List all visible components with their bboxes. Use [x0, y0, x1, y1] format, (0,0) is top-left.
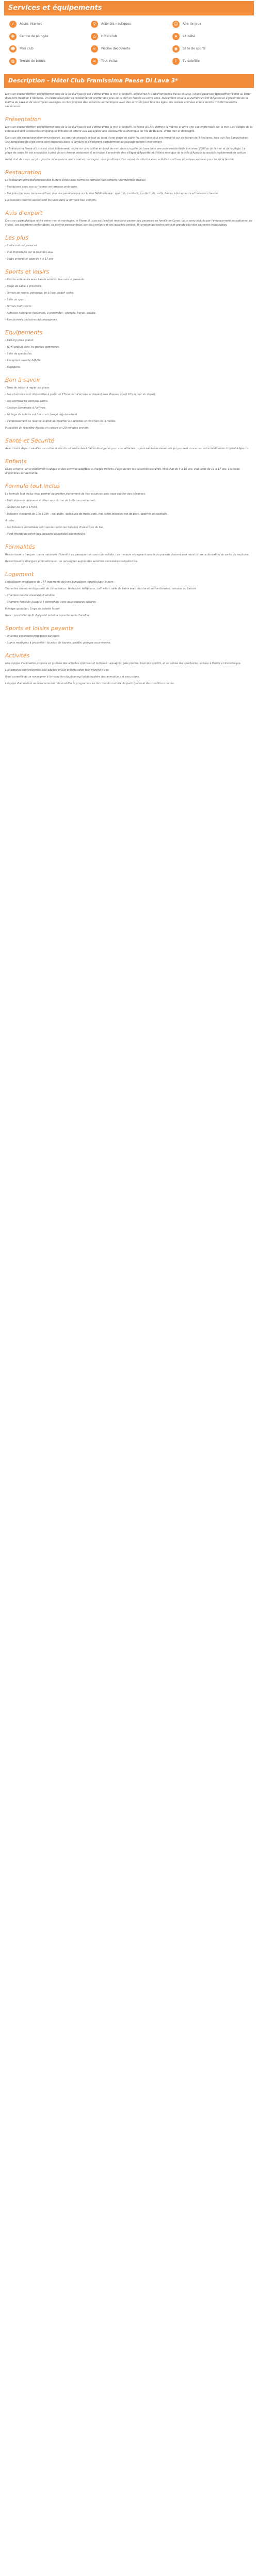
sport-icon: ◉ [172, 45, 180, 53]
service-label: Centre de plongée [20, 35, 49, 38]
section-paragraph: Le restaurant principal propose des buffets variés sous forme de formule tout compris (voir rubrique dédiée). [5, 179, 147, 182]
section-paragraph: - Clubs enfants et ados de 4 à 17 ans [5, 258, 54, 261]
section-title: Logement [5, 571, 34, 578]
service-item [91, 58, 167, 65]
section-paragraph: L'établissement dispose de 147 logements de type bungalows répartis dans le parc. [5, 581, 115, 584]
mini-club-icon: ☻ [9, 45, 17, 53]
section-paragraph: - Restaurant avec vue sur la mer en terrasse ombragée. [5, 185, 78, 189]
baby-icon: ☺ [172, 21, 180, 28]
hotel-icon: ⌂ [91, 33, 98, 40]
fitness-icon: ✚ [9, 33, 17, 40]
page [0, 0, 258, 686]
description-section [0, 92, 258, 109]
section-paragraph: - Bar principal avec terrasse offrant une vue panoramique sur la mer Méditerranée : apéritifs, cocktails, jus de fruits, softs, bières, vins au verre et boissons chaudes. [5, 192, 219, 195]
service-item [172, 58, 249, 65]
section-paragraph: Dans ce cadre idyllique niché entre mer et montagne, le Paese di Lava est l'endroit rêvé pour passer des vacances en famille en Corse. Vous serez séduits par l'emplacement exceptionnel de l'hôtel, ses chambres confortables, sa piscine panoramique, son club enfants et ses activités variées. Un endroit qui ravira petits et grands pour des souvenirs inoubliables. [5, 219, 252, 227]
section-paragraph: Les boissons servies au bar sont incluses dans la formule tout compris. [5, 199, 98, 202]
section-paragraph: Il est conseillé de se renseigner à la réception du planning hebdomadaire des animations et excursions. [5, 675, 140, 679]
section-paragraph: - Les animaux ne sont pas admis. [5, 400, 49, 403]
section-paragraph: - Petit déjeuner, déjeuner et dîner sous forme de buffet au restaurant. [5, 499, 96, 502]
content-sections [0, 116, 258, 686]
section-paragraph: Toutes les chambres disposent de climatisation, télévision, téléphone, coffre-fort, salle de bains avec douche et sèche-cheveux, terrasse ou balcon. [5, 587, 197, 590]
section-paragraph: - Terrain multisports. [5, 305, 33, 308]
section-paragraph: - Le linge de toilette est fourni et changé régulièrement. [5, 413, 78, 416]
section-paragraph: - Salle de spectacles. [5, 352, 33, 355]
section-title: Avis d'expert [5, 210, 43, 216]
section-paragraph: Clubs enfants : un encadrement ludique et des activités adaptées à chaque tranche d'âge durant les vacances scolaires. Mini club de 4 à 10 ans, club ados de 11 à 17 ans. Lits bébé disponibles sur demande. [5, 468, 240, 475]
section-title: Sports et loisirs [5, 268, 50, 275]
service-label: Terrain de tennis [20, 59, 46, 63]
service-label: Tout inclus [101, 59, 118, 63]
section-title: Santé et Sécurité [5, 437, 55, 444]
section-paragraph: - Sports nautiques à proximité : location de kayaks, paddle, plongée sous-marine. [5, 641, 111, 645]
all-inclusive-icon: ∞ [91, 58, 98, 65]
service-item [91, 45, 167, 53]
section-paragraph: A noter : [5, 519, 17, 522]
service-label: Piscine découverte [101, 47, 131, 50]
section-title: Les plus [5, 234, 28, 241]
section-paragraph: - Wi-Fi gratuit dans les parties communes. [5, 346, 60, 349]
services-heading: Services et équipements [4, 1, 254, 15]
section-title: Formalités [5, 544, 35, 550]
service-item [91, 33, 167, 40]
section-title: Activités [5, 652, 30, 659]
section-paragraph: - Plage de sable à proximité. [5, 285, 42, 288]
section-title: Enfants [5, 458, 27, 465]
section-title: Equipements [5, 329, 43, 336]
section-paragraph: - Piscine extérieure avec bassin enfants, transats et parasols. [5, 278, 85, 281]
services-grid [0, 15, 258, 70]
section-paragraph: - Vue imprenable sur la baie de Lava [5, 251, 53, 254]
service-label: Mini club [20, 47, 34, 50]
section-paragraph: Hotel club de cœur, au plus proche de la nature, entre mer et montagne, vous profiterez d'un séjour de détente avec activités sportives et soirées animées pour toute la famille. [5, 158, 235, 161]
section-paragraph: - Boissons à volonté de 10h à 23h : eau plate, sodas, jus de fruits, café, thé, bière pression, vin de pays, apéritifs et cocktails. [5, 513, 168, 516]
section-paragraph: - Diverses excursions proposées sur place. [5, 635, 60, 638]
section-paragraph: - Caution demandée à l'arrivée. [5, 406, 46, 410]
service-label: Hôtel club [101, 35, 117, 38]
section-paragraph: - Bagagerie. [5, 366, 21, 369]
service-item [9, 33, 86, 40]
section-paragraph: Dans un site exceptionnellement préservé, au cœur du maquis et tout au bord d'une plage de sable fin, cet hôtel club est implanté sur un terrain de 9 hectares, face aux îles Sanguinaires. Ses bungalows de style corse sont dispersés dans la verdure et s'intègrent parfaitement au paysage naturel environnant. [5, 137, 249, 144]
section-paragraph: - L'établissement se réserve le droit de modifier les activités en fonction de la météo. [5, 420, 116, 423]
service-item [91, 21, 167, 28]
wifi-icon: ⌇ [172, 58, 180, 65]
service-label: Salle de sports [183, 47, 206, 50]
bike-icon: ⚲ [91, 21, 98, 28]
section-paragraph: Possibilité de rejoindre Ajaccio en voiture en 20 minutes environ. [5, 427, 90, 430]
section-paragraph: La formule tout inclus vous permet de profiter pleinement de vos vacances sans vous soucier des dépenses. [5, 493, 146, 496]
section-title: Bon à savoir [5, 377, 41, 383]
section-paragraph: Avant votre départ, veuillez consulter le site du ministère des Affaires étrangères pour connaître les risques sanitaires éventuels qui peuvent concerner votre destination. Hôpital à Ajaccio. [5, 447, 249, 450]
service-label: Activités nautiques [101, 22, 131, 26]
section-paragraph: Le Framissima Paese di Lava est situé idéalement, niché sur une colline en bord de mer, dans un golfe de Lava dans une zone résidentielle à environ 2000 m de la mer et de la plage. La plage de sable fin est accessible à pied via un chemin piétonnier. Il se trouve à proximité des villages d'Appietto et d'Alata ainsi que de la ville d'Ajaccio accessible rapidement en voiture. [5, 147, 247, 155]
pool-icon: ≈ [91, 45, 98, 53]
section-paragraph: Ménage quotidien. Linge de toilette fourni. [5, 607, 60, 611]
section-paragraph: L'équipe d'animation se réserve le droit de modifier le programme en fonction du nombre de participants et des conditions météo. [5, 682, 175, 685]
section-paragraph: Les activités sont réservées aux adultes et aux enfants selon leur tranche d'âge. [5, 669, 110, 672]
service-item [172, 21, 249, 28]
section-paragraph: - Chambre familiale (jusqu'à 4 personnes) avec deux espaces séparés. [5, 601, 97, 604]
section-paragraph: Une équipe d'animation propose en journée des activités sportives et ludiques : aquagym, jeux piscine, tournois sportifs, et en soirée des spectacles, soirées à thème et discothèque. [5, 662, 241, 665]
section-paragraph: - Salle de sport. [5, 298, 26, 301]
section-paragraph: - Réception ouverte 24h/24. [5, 359, 42, 362]
section-paragraph: - Parking privé gratuit. [5, 339, 35, 342]
section-title: Présentation [5, 116, 41, 123]
service-item [9, 58, 86, 65]
section-paragraph: - Les boissons alcoolisées sont servies selon les horaires d'ouverture du bar. [5, 526, 104, 529]
section-paragraph: - Les chambres sont disponibles à partir de 17h le jour d'arrivée et doivent être libérées avant 10h le jour du départ. [5, 393, 156, 396]
tennis-icon: ◍ [9, 58, 17, 65]
section-title: Restauration [5, 169, 42, 176]
club-icon: ★ [172, 33, 180, 40]
section-paragraph: - Taxe de séjour à régler sur place. [5, 386, 50, 389]
section-title: Formule tout inclus [5, 483, 60, 489]
description-heading: Description - Hôtel Club Framissima Paese Di Lava 3* [4, 74, 254, 88]
service-label: Tv satellite [183, 59, 200, 63]
section-paragraph: - Il est interdit de servir des boissons alcoolisées aux mineurs. [5, 533, 86, 536]
service-label: Aire de jeux [183, 22, 201, 26]
service-item [9, 45, 86, 53]
section-paragraph: Ressortissants étrangers et binationaux : se renseigner auprès des autorités consulaires compétentes. [5, 560, 138, 563]
service-label: Lit bébé [183, 35, 196, 38]
check-icon: ✓ [9, 21, 17, 28]
section-paragraph: - Chambre double standard (2 adultes). [5, 594, 57, 597]
description-intro: Dans un environnement exceptionnel près de la baie d'Ajaccio qui s'étend entre la mer et le golfe, découvrez le Club Framissima Paese di Lava, village-vacances typiquement corse au cœur d'un parc fleuri de 9 hectares. Un cadre idéal pour se ressourcer et profiter des joies de la mer en famille ou entre amis. Idéalement situé à seulement 20 km d'Ajaccio et à proximité de la Marina de Lava et de ses criques sauvages, le club propose des vacances authentiques avec des activités pour tous les âges, des soirées animées et une cuisine méditerranéenne savoureuse. [5, 93, 251, 108]
section-title: Sports et loisirs payants [5, 625, 74, 632]
service-item [172, 33, 249, 40]
section-paragraph: Dans un environnement exceptionnel près de la baie d'Ajaccio qui s'étend entre la mer et le golfe, le Paese di Lava domine la marina et offre une vue imprenable sur la mer. Les villages de la côte ouest sont accessibles en quelques minutes et offrent aux voyageurs une découverte authentique de l'île de Beauté, entre mer et montagne. [5, 126, 253, 133]
section-paragraph: - Cadre naturel préservé [5, 244, 37, 247]
section-paragraph: - Terrain de tennis, pétanque, tir à l'arc, beach-volley. [5, 292, 75, 295]
section-paragraph: Note : possibilité de lit d'appoint selon la capacité de la chambre. [5, 614, 90, 617]
section-paragraph: - Randonnées pédestres accompagnées. [5, 318, 58, 321]
service-label: Accès Internet [20, 22, 42, 26]
service-item [172, 45, 249, 53]
section-paragraph: - Goûter de 16h à 17h30. [5, 506, 38, 509]
section-paragraph: Ressortissants français : carte nationale d'identité ou passeport en cours de validité. Les mineurs voyageant sans leurs parents doivent être munis d'une autorisation de sortie du territoire. [5, 553, 249, 556]
section-paragraph: - Activités nautiques (payantes, à proximité) : plongée, kayak, paddle. [5, 312, 96, 315]
service-item [9, 21, 86, 28]
